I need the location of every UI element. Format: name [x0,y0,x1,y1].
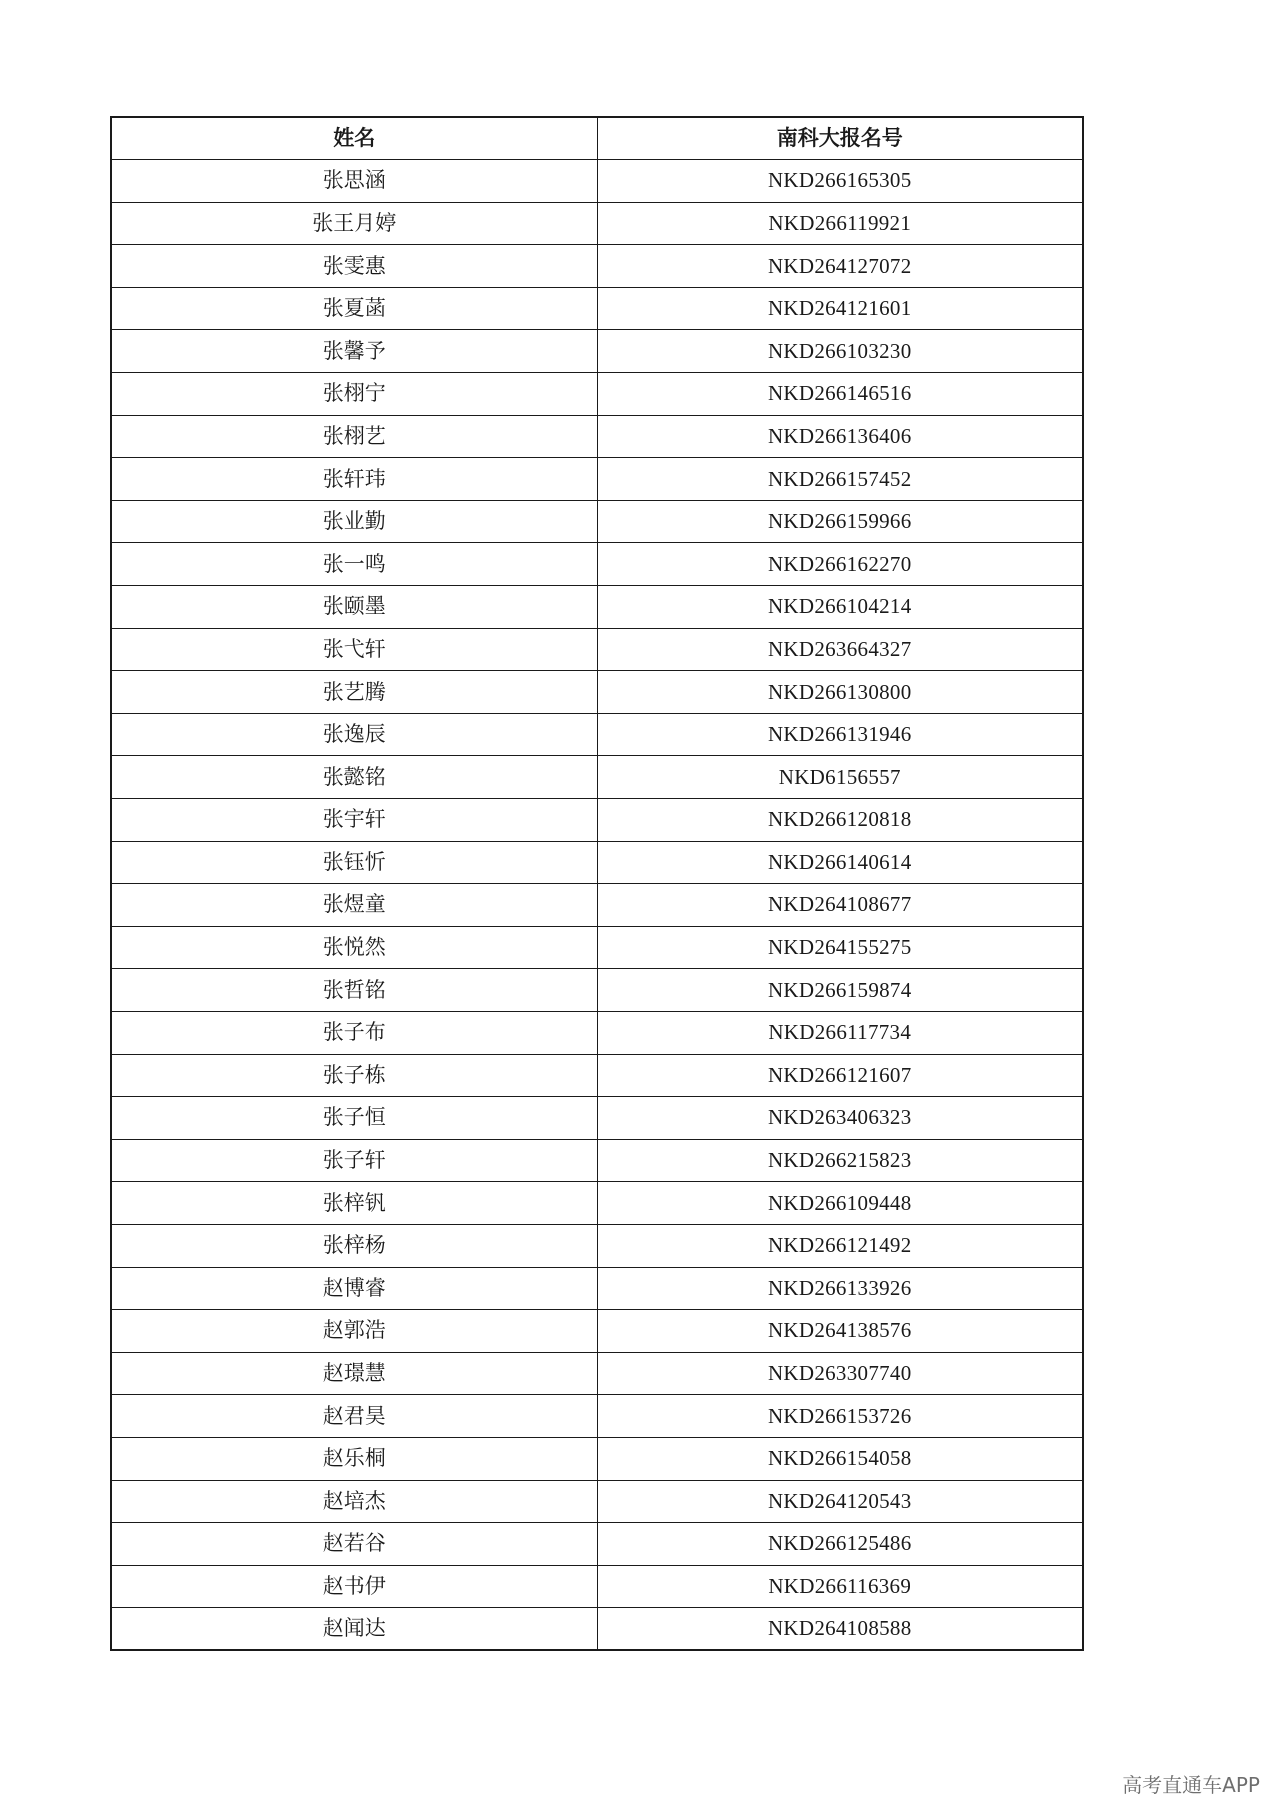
table-row [111,1011,1083,1054]
table-row [111,1608,1083,1651]
table-row [111,160,1083,203]
name-cell: 赵璟慧 [111,1352,597,1395]
name-cell: 张王月婷 [111,202,597,245]
name-cell: 张哲铭 [111,969,597,1012]
registration-id-cell: NKD264108677 [597,884,1083,927]
name-cell: 张栩艺 [111,415,597,458]
table-row [111,1224,1083,1267]
registration-id-cell: NKD266162270 [597,543,1083,586]
name-cell: 张雯惠 [111,245,597,288]
name-cell: 张弋轩 [111,628,597,671]
name-cell: 赵乐桐 [111,1437,597,1480]
table-row [111,1352,1083,1395]
name-cell: 赵若谷 [111,1523,597,1566]
name-cell: 张艺腾 [111,671,597,714]
table-row [111,287,1083,330]
registration-id-cell: NKD264138576 [597,1310,1083,1353]
registration-id-cell: NKD266109448 [597,1182,1083,1225]
table-row [111,1182,1083,1225]
name-cell: 张子栋 [111,1054,597,1097]
name-cell: 赵闻达 [111,1608,597,1651]
name-cell: 张宇轩 [111,799,597,842]
roster-table [110,116,1084,1651]
table-row [111,586,1083,629]
registration-id-cell: NKD264120543 [597,1480,1083,1523]
registration-id-cell: NKD264121601 [597,287,1083,330]
header-row [111,117,1083,160]
table-row [111,1139,1083,1182]
table-row [111,841,1083,884]
registration-id-cell: NKD266215823 [597,1139,1083,1182]
table-row [111,926,1083,969]
table-row [111,671,1083,714]
table-row [111,373,1083,416]
name-cell: 张逸辰 [111,713,597,756]
name-cell: 赵书伊 [111,1565,597,1608]
table-row [111,1437,1083,1480]
registration-id-cell: NKD263664327 [597,628,1083,671]
registration-id-cell: NKD266154058 [597,1437,1083,1480]
name-cell: 张子轩 [111,1139,597,1182]
name-cell: 张子恒 [111,1097,597,1140]
table-row [111,884,1083,927]
name-cell: 张子布 [111,1011,597,1054]
table-row [111,330,1083,373]
table-row [111,799,1083,842]
roster-body [111,160,1083,1651]
table-row [111,245,1083,288]
table-row [111,500,1083,543]
registration-id-cell: NKD266116369 [597,1565,1083,1608]
name-cell: 张梓杨 [111,1224,597,1267]
registration-id-cell: NKD266159966 [597,500,1083,543]
registration-id-cell: NKD266146516 [597,373,1083,416]
registration-id-cell: NKD266121607 [597,1054,1083,1097]
registration-id-cell: NKD266104214 [597,586,1083,629]
registration-id-cell: NKD264127072 [597,245,1083,288]
registration-id-cell: NKD266130800 [597,671,1083,714]
name-cell: 张馨予 [111,330,597,373]
name-cell: 赵君昊 [111,1395,597,1438]
table-row [111,969,1083,1012]
watermark: 高考直通车APP [1122,1773,1260,1797]
name-cell: 张钰忻 [111,841,597,884]
name-cell: 张栩宁 [111,373,597,416]
registration-id-cell: NKD266165305 [597,160,1083,203]
registration-id-cell: NKD266119921 [597,202,1083,245]
registration-id-cell: NKD266136406 [597,415,1083,458]
table-row [111,1565,1083,1608]
column-header-id: 南科大报名号 [597,117,1083,160]
name-cell: 张思涵 [111,160,597,203]
table-row [111,1310,1083,1353]
registration-id-cell: NKD266120818 [597,799,1083,842]
registration-id-cell: NKD266125486 [597,1523,1083,1566]
table-row [111,458,1083,501]
registration-id-cell: NKD266117734 [597,1011,1083,1054]
registration-id-cell: NKD266103230 [597,330,1083,373]
name-cell: 张一鸣 [111,543,597,586]
name-cell: 张梓钒 [111,1182,597,1225]
registration-id-cell: NKD266159874 [597,969,1083,1012]
table-row [111,1523,1083,1566]
name-cell: 张夏菡 [111,287,597,330]
registration-id-cell: NKD263406323 [597,1097,1083,1140]
registration-id-cell: NKD263307740 [597,1352,1083,1395]
name-cell: 赵郭浩 [111,1310,597,1353]
table-row [111,713,1083,756]
table-row [111,202,1083,245]
table-row [111,543,1083,586]
table-row [111,756,1083,799]
column-header-name: 姓名 [111,117,597,160]
table-row [111,1054,1083,1097]
registration-id-cell: NKD264155275 [597,926,1083,969]
registration-id-cell: NKD266153726 [597,1395,1083,1438]
table-row [111,1480,1083,1523]
table-row [111,415,1083,458]
name-cell: 赵培杰 [111,1480,597,1523]
table-row [111,1267,1083,1310]
registration-id-cell: NKD264108588 [597,1608,1083,1651]
table-row [111,628,1083,671]
registration-id-cell: NKD266121492 [597,1224,1083,1267]
table-row [111,1395,1083,1438]
table-row [111,1097,1083,1140]
registration-id-cell: NKD266133926 [597,1267,1083,1310]
name-cell: 张煜童 [111,884,597,927]
name-cell: 张懿铭 [111,756,597,799]
registration-id-cell: NKD266131946 [597,713,1083,756]
registration-id-cell: NKD266140614 [597,841,1083,884]
name-cell: 赵博睿 [111,1267,597,1310]
name-cell: 张颐墨 [111,586,597,629]
name-cell: 张轩玮 [111,458,597,501]
name-cell: 张悦然 [111,926,597,969]
registration-id-cell: NKD266157452 [597,458,1083,501]
name-cell: 张业勤 [111,500,597,543]
registration-id-cell: NKD6156557 [597,756,1083,799]
